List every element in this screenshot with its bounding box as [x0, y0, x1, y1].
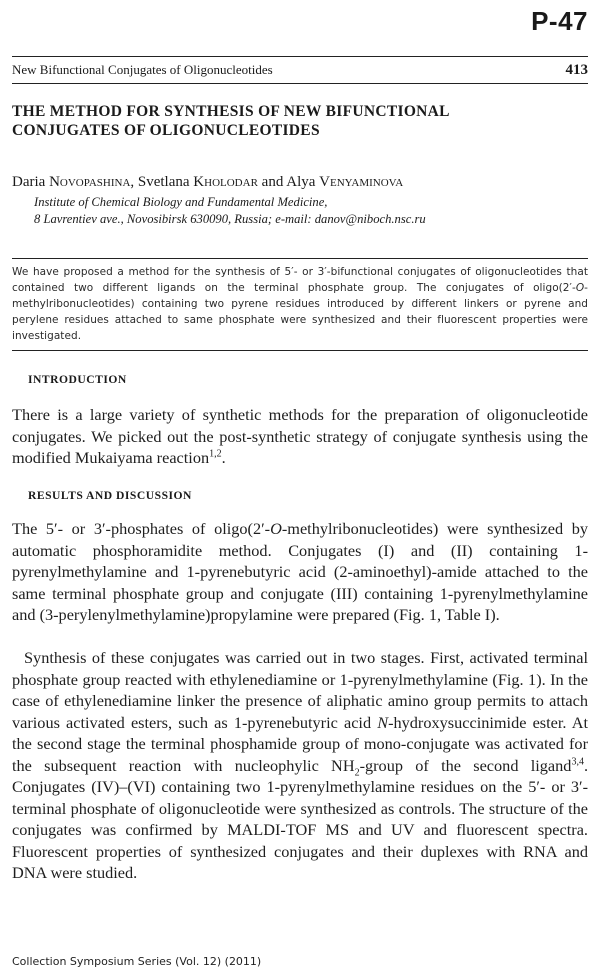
footer: Collection Symposium Series (Vol. 12) (2011): [12, 955, 262, 968]
abstract-text-2: -methylribonucleotides) containing two pyrene residues introduced by different linkers or pyrene and perylene residues attached to same phosphate were synthesized and their fluorescent properties were investigated.: [12, 282, 588, 343]
results-paragraph-2: [12, 647, 588, 884]
results-p2-text-d: . Conjugates (IV)–(VI) containing two 1-pyrenylmethylamine residues on the 5′- or 3′-terminal phosphate of oligonucleotide were synthesized as controls. The structure of the conjugates was confirmed by MALDI-TOF MS and UV and fluorescent spectra. Fluorescent properties of synthesized conjugates and their duplexes with RNA and DNA were studied.: [12, 755, 589, 882]
abstract: [12, 258, 588, 351]
author-sep-2: and: [257, 174, 287, 190]
authors: [12, 174, 403, 191]
abstract-italic-o: O: [575, 282, 585, 295]
page-number: 413: [565, 61, 588, 78]
results-p2-text-a: Synthesis of these conjugates was carried out in two stages. First, activated terminal phosphate group reacted with ethylenediamine or 1-pyrenylmethylamine (Fig. 1). In the case of ethylenediamine linker the presence of aliphatic amino group permits to attach various activated esters, such as 1-pyrenebutyric acid: [12, 648, 588, 732]
results-p1-text-b: -methylribonucleotides) were synthesized by automatic phosphoramidite method. Conjugates (I) and (II) containing 1-pyrenylmethylamine and 1-pyrenebutyric acid (2-aminoethyl)-amide attached to the same terminal phosphate group and conjugate (III) containing 1-pyrenylmethylamine and (3-perylenylmethylamine)propylamine were prepared (Fig. 1, Table I).: [12, 519, 588, 624]
abstract-text-1: We have proposed a method for the synthesis of 5′- or 3′-bifunctional conjugates of oligonucleotides that contained two different ligands on the terminal phosphate group. The conjugates of oligo(2′-: [12, 266, 588, 295]
page-code: P-47: [531, 6, 588, 36]
author-sep-1: ,: [130, 174, 138, 190]
author-3-last: Venyaminova: [319, 174, 404, 190]
author-1-last: Novopashina: [49, 174, 131, 190]
introduction-paragraph: [12, 404, 588, 469]
author-2-last: Kholodar: [193, 174, 258, 190]
introduction-end: .: [221, 448, 226, 467]
running-head-title: New Bifunctional Conjugates of Oligonucleotides: [12, 62, 273, 77]
introduction-text: There is a large variety of synthetic methods for the preparation of oligonucleotide conjugates. We picked out the post-synthetic strategy of conjugate synthesis using the modified Mukaiyama reaction: [12, 405, 588, 467]
results-p2-ref: 3,4: [571, 756, 584, 768]
results-p2-italic-n: N: [377, 712, 389, 732]
affiliation-line-1: Institute of Chemical Biology and Fundamental Medicine,: [34, 195, 328, 209]
affiliation: [34, 194, 426, 228]
results-p1-italic-o: O: [270, 519, 282, 538]
results-p2-text-c: -group of the second ligand: [359, 755, 572, 775]
results-p2-subscript: 2: [354, 766, 360, 778]
results-heading: RESULTS AND DISCUSSION: [28, 489, 192, 502]
title-line-1: THE METHOD FOR SYNTHESIS OF NEW BIFUNCTIONAL: [12, 103, 450, 120]
introduction-heading: INTRODUCTION: [28, 373, 127, 386]
title-line-2: CONJUGATES OF OLIGONUCLEOTIDES: [12, 122, 320, 139]
affiliation-line-2: 8 Lavrentiev ave., Novosibirsk 630090, Russia; e-mail: danov@niboch.nsc.ru: [34, 212, 426, 226]
results-p2-text-b: -hydroxysuccinimide ester. At the second stage the terminal phosphamide group of mono-conjugate was activated for the subsequent reaction with nucleophylic NH: [12, 712, 588, 775]
running-head: [12, 56, 588, 84]
paper-title: [12, 102, 572, 140]
author-2-first: Svetlana: [137, 174, 194, 190]
author-3-first: Alya: [286, 174, 320, 190]
introduction-ref: 1,2: [209, 448, 222, 460]
results-p1-text-a: The 5′- or 3′-phosphates of oligo(2′-: [12, 519, 271, 538]
author-1-first: Daria: [12, 174, 50, 190]
results-paragraph-1: [12, 518, 588, 626]
